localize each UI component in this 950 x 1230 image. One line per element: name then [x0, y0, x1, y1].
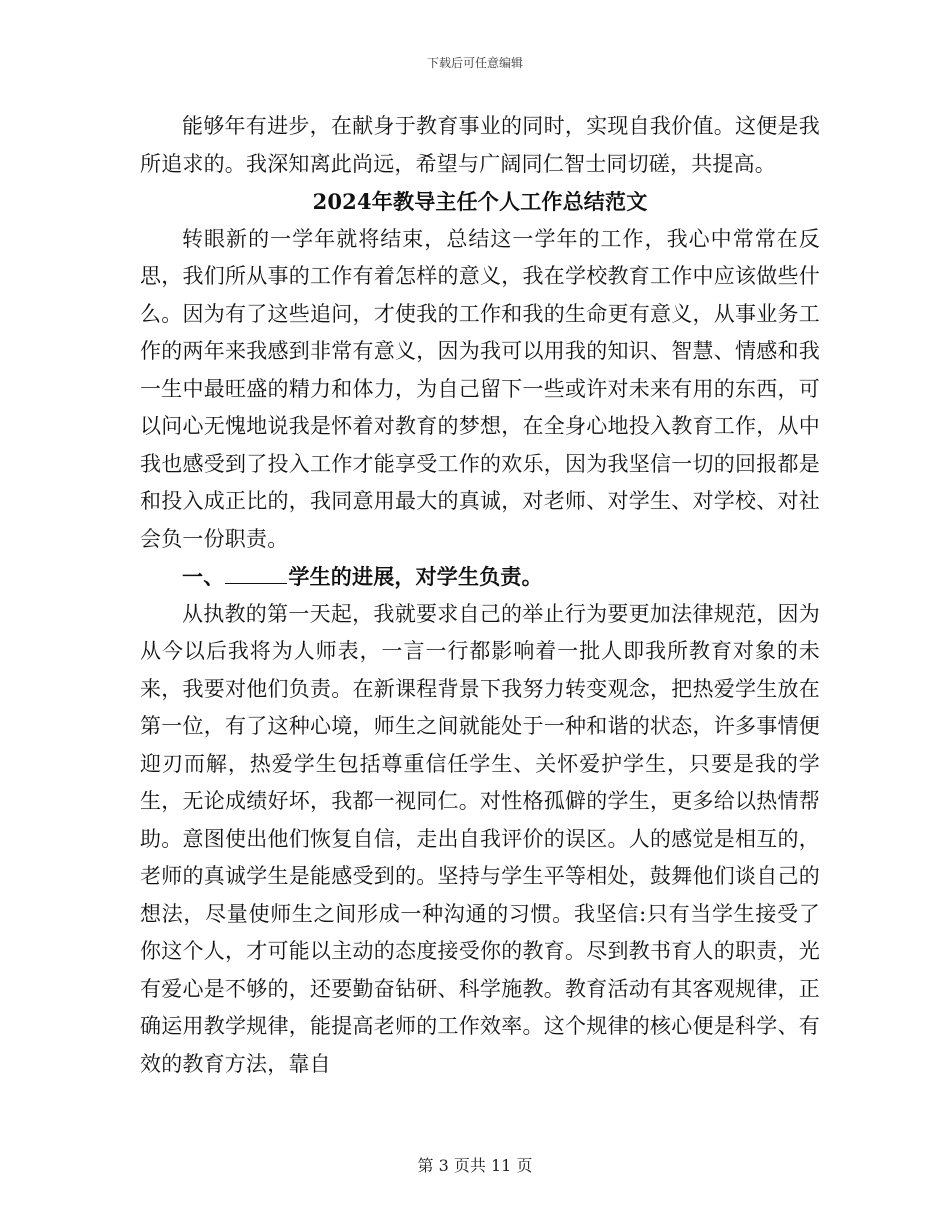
intro-paragraph: 能够年有进步，在献身于教育事业的同时，实现自我价值。这便是我所追求的。我深知离此尚远，希望与广阔同仁智士同切磋，共提高。 — [140, 114, 820, 176]
page-footer: 第 3 页共 11 页 — [417, 1156, 533, 1175]
paragraph-1: 转眼新的一学年就将结束，总结这一学年的工作，我心中常常在反思，我们所从事的工作有着怎样的意义，我在学校教育工作中应该做些什么。因为有了这些追问，才使我的工作和我的生命更有意义，从事业务工作的两年来我感到非常有意义，因为我可以用我的知识、智慧、情感和我一生中最旺盛的精力和体力，为自己留下一些或许对未来有用的东西，可以问心无愧地说我是怀着对教育的梦想，在全身心地投入教育工作，从中我也感受到了投入工作才能享受工作的欢乐，因为我坚信一切的回报都是和投入成正比的，我同意用最大的真诚，对老师、对学生、对学校、对社会负一份职责。 — [140, 226, 820, 551]
document-title: 2024年教导主任个人工作总结范文 — [312, 189, 648, 214]
paragraph-2: 从执教的第一天起，我就要求自己的举止行为要更加法律规范，因为从今以后我将为人师表，一言一行都影响着一批人即我所教育对象的未来，我要对他们负责。在新课程背景下我努力转变观念，把热爱学生放在第一位，有了这种心境，师生之间就能处于一种和谐的状态，许多事情便迎刃而解，热爱学生包括尊重信任学生、关怀爱护学生，只要是我的学生，无论成绩好坏，我都一视同仁。对性格孤僻的学生，更多给以热情帮助。意图使出他们恢复自信，走出自我评价的误区。人的感觉是相互的，老师的真诚学生是能感受到的。坚持与学生平等相处，鼓舞他们谈自己的想法，尽量使师生之间形成一种沟通的习惯。我坚信:只有当学生接受了你这个人，才可能以主动的态度接受你的教育。尽到教书育人的职责，光有爱心是不够的，还要勤奋钻研、科学施教。教育活动有其客观规律，正确运用教学规律，能提高老师的工作效率。这个规律的核心便是科学、有效的教育方法，靠自 — [140, 601, 820, 1076]
page-header: 下载后可任意编辑 — [426, 56, 523, 70]
section-heading-1 — [140, 558, 820, 596]
section-heading-text: 学生的进展，对学生负责。 — [288, 564, 543, 589]
document-body — [140, 108, 820, 1083]
blank-underline — [225, 563, 287, 584]
section-number: 一、 — [182, 564, 225, 589]
